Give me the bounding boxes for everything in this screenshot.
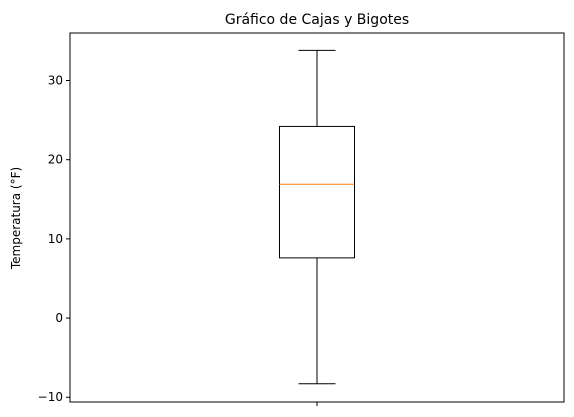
y-tick-label: −10 [37, 390, 63, 405]
y-tick-label: 10 [47, 231, 63, 246]
chart-title: Gráfico de Cajas y Bigotes [224, 12, 410, 28]
y-tick-label: 20 [47, 152, 63, 167]
interquartile-box [280, 126, 355, 257]
y-axis-label: Temperatura (°F) [9, 166, 23, 270]
y-tick-label: 30 [47, 73, 63, 88]
y-tick-label: 0 [55, 311, 63, 326]
